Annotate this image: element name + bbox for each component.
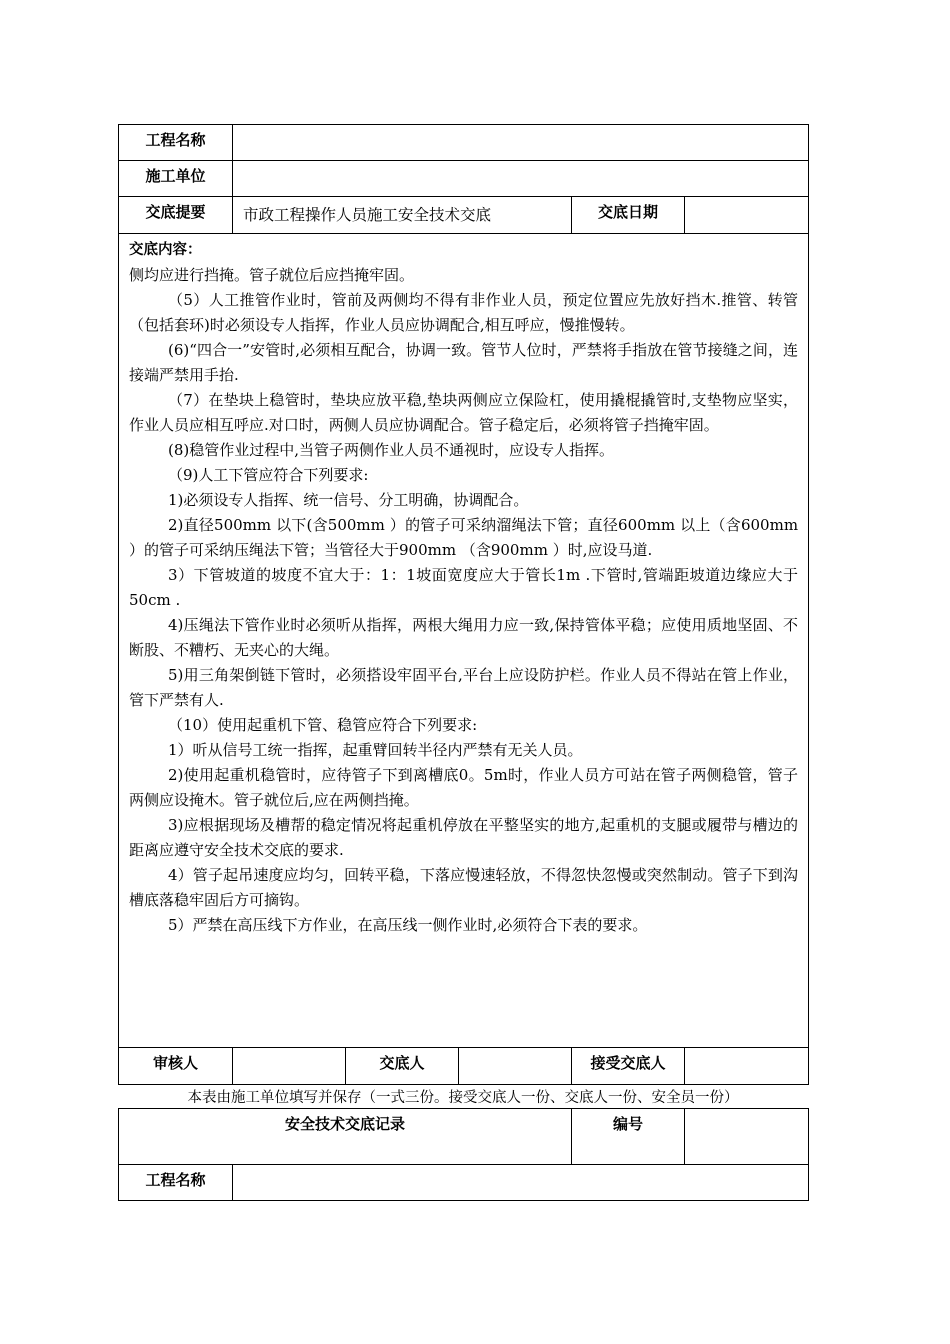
reviewer-label: 审核人 xyxy=(119,1048,233,1085)
row-construction-unit xyxy=(119,161,809,197)
content-paragraph: 2)直径500mm 以下(含500mm ）的管子可采纳溜绳法下管；直径600mm 以上（含600mm ）的管子可采纳压绳法下管；当管径大于900mm （含900mm ）时,应设马道. xyxy=(129,516,799,559)
content-paragraph: （7）在垫块上稳管时，垫块应放平稳,垫块两侧应立保险杠，使用撬棍撬管时,支垫物应坚实，作业人员应相互呼应.对口时，两侧人员应协调配合。管子稳定后，必须将管子挡掩牢固。 xyxy=(129,391,799,434)
content-paragraph: 5）严禁在高压线下方作业，在高压线一侧作业时,必须符合下表的要求。 xyxy=(168,916,648,934)
row-content xyxy=(119,234,809,1048)
number-value xyxy=(685,1109,809,1165)
project-name-label: 工程名称 xyxy=(119,125,233,161)
record-title: 安全技术交底记录 xyxy=(119,1109,572,1165)
content-paragraph: 1）听从信号工统一指挥，起重臂回转半径内严禁有无关人员。 xyxy=(168,741,583,759)
content-paragraph: 4）管子起吊速度应均匀，回转平稳，下落应慢速轻放，不得忽快忽慢或突然制动。管子下到沟槽底落稳牢固后方可摘钩。 xyxy=(129,866,799,909)
content-paragraph: 侧均应进行挡掩。管子就位后应挡掩牢固。 xyxy=(129,266,415,284)
reviewer-value xyxy=(233,1048,346,1085)
content-paragraph: 1)必须设专人指挥、统一信号、分工明确，协调配合。 xyxy=(168,491,529,509)
disclosure-content xyxy=(119,234,809,1048)
content-paragraph: (6)“四合一”安管时,必须相互配合，协调一致。管节人位时，严禁将手指放在管节接缝之间，连接端严禁用手抬. xyxy=(129,341,799,384)
row-record-title xyxy=(119,1109,809,1165)
disclosure-date-value xyxy=(685,197,809,234)
row-signatures xyxy=(119,1048,809,1085)
discloser-value xyxy=(459,1048,572,1085)
row-summary xyxy=(119,197,809,234)
content-paragraph: 3)应根据现场及槽帮的稳定情况将起重机停放在平整坚实的地方,起重机的支腿或履带与槽边的距离应遵守安全技术交底的要求. xyxy=(129,816,799,859)
summary-value: 市政工程操作人员施工安全技术交底 xyxy=(233,197,572,234)
receiver-label: 接受交底人 xyxy=(572,1048,685,1085)
project-name-label-2: 工程名称 xyxy=(119,1165,233,1201)
content-paragraph: （5）人工推管作业时，管前及两侧均不得有非作业人员，预定位置应先放好挡木.推管、转管（包括套环)时必须设专人指挥，作业人员应协调配合,相互呼应，慢推慢转。 xyxy=(129,291,799,334)
number-label: 编号 xyxy=(572,1109,685,1165)
disclosure-form-table xyxy=(118,124,809,1085)
receiver-value xyxy=(685,1048,809,1085)
content-paragraph: (8)稳管作业过程中,当管子两侧作业人员不通视时，应设专人指挥。 xyxy=(168,441,615,459)
content-paragraph: 2)使用起重机稳管时，应待管子下到离槽底0。5m时，作业人员方可站在管子两侧稳管，管子两侧应设掩木。管子就位后,应在两侧挡掩。 xyxy=(129,766,799,809)
content-paragraph: 3）下管坡道的坡度不宜大于：1：1坡面宽度应大于管长1m .下管时,管端距坡道边缘应大于50cm . xyxy=(129,566,799,609)
project-name-value-2 xyxy=(233,1165,809,1201)
content-paragraph: 4)压绳法下管作业时必须听从指挥，两根大绳用力应一致,保持管体平稳；应使用质地坚固、不断股、不糟朽、无夹心的大绳。 xyxy=(129,616,799,659)
construction-unit-label: 施工单位 xyxy=(119,161,233,197)
project-name-value xyxy=(233,125,809,161)
content-paragraph: 5)用三角架倒链下管时，必须搭设牢固平台,平台上应设防护栏。作业人员不得站在管上作业，管下严禁有人. xyxy=(129,666,799,709)
construction-unit-value xyxy=(233,161,809,197)
storage-note: 本表由施工单位填写并保存（一式三份。接受交底人一份、交底人一份、安全员一份） xyxy=(187,1090,739,1106)
content-paragraph: （9)人工下管应符合下列要求: xyxy=(168,466,369,484)
row-project-name xyxy=(119,125,809,161)
discloser-label: 交底人 xyxy=(346,1048,459,1085)
summary-label: 交底提要 xyxy=(119,197,233,234)
disclosure-date-label: 交底日期 xyxy=(572,197,685,234)
content-paragraph: （10）使用起重机下管、稳管应符合下列要求: xyxy=(168,716,478,734)
row-project-name-2 xyxy=(119,1165,809,1201)
content-heading: 交底内容： xyxy=(129,242,202,258)
record-header-table xyxy=(118,1108,809,1201)
